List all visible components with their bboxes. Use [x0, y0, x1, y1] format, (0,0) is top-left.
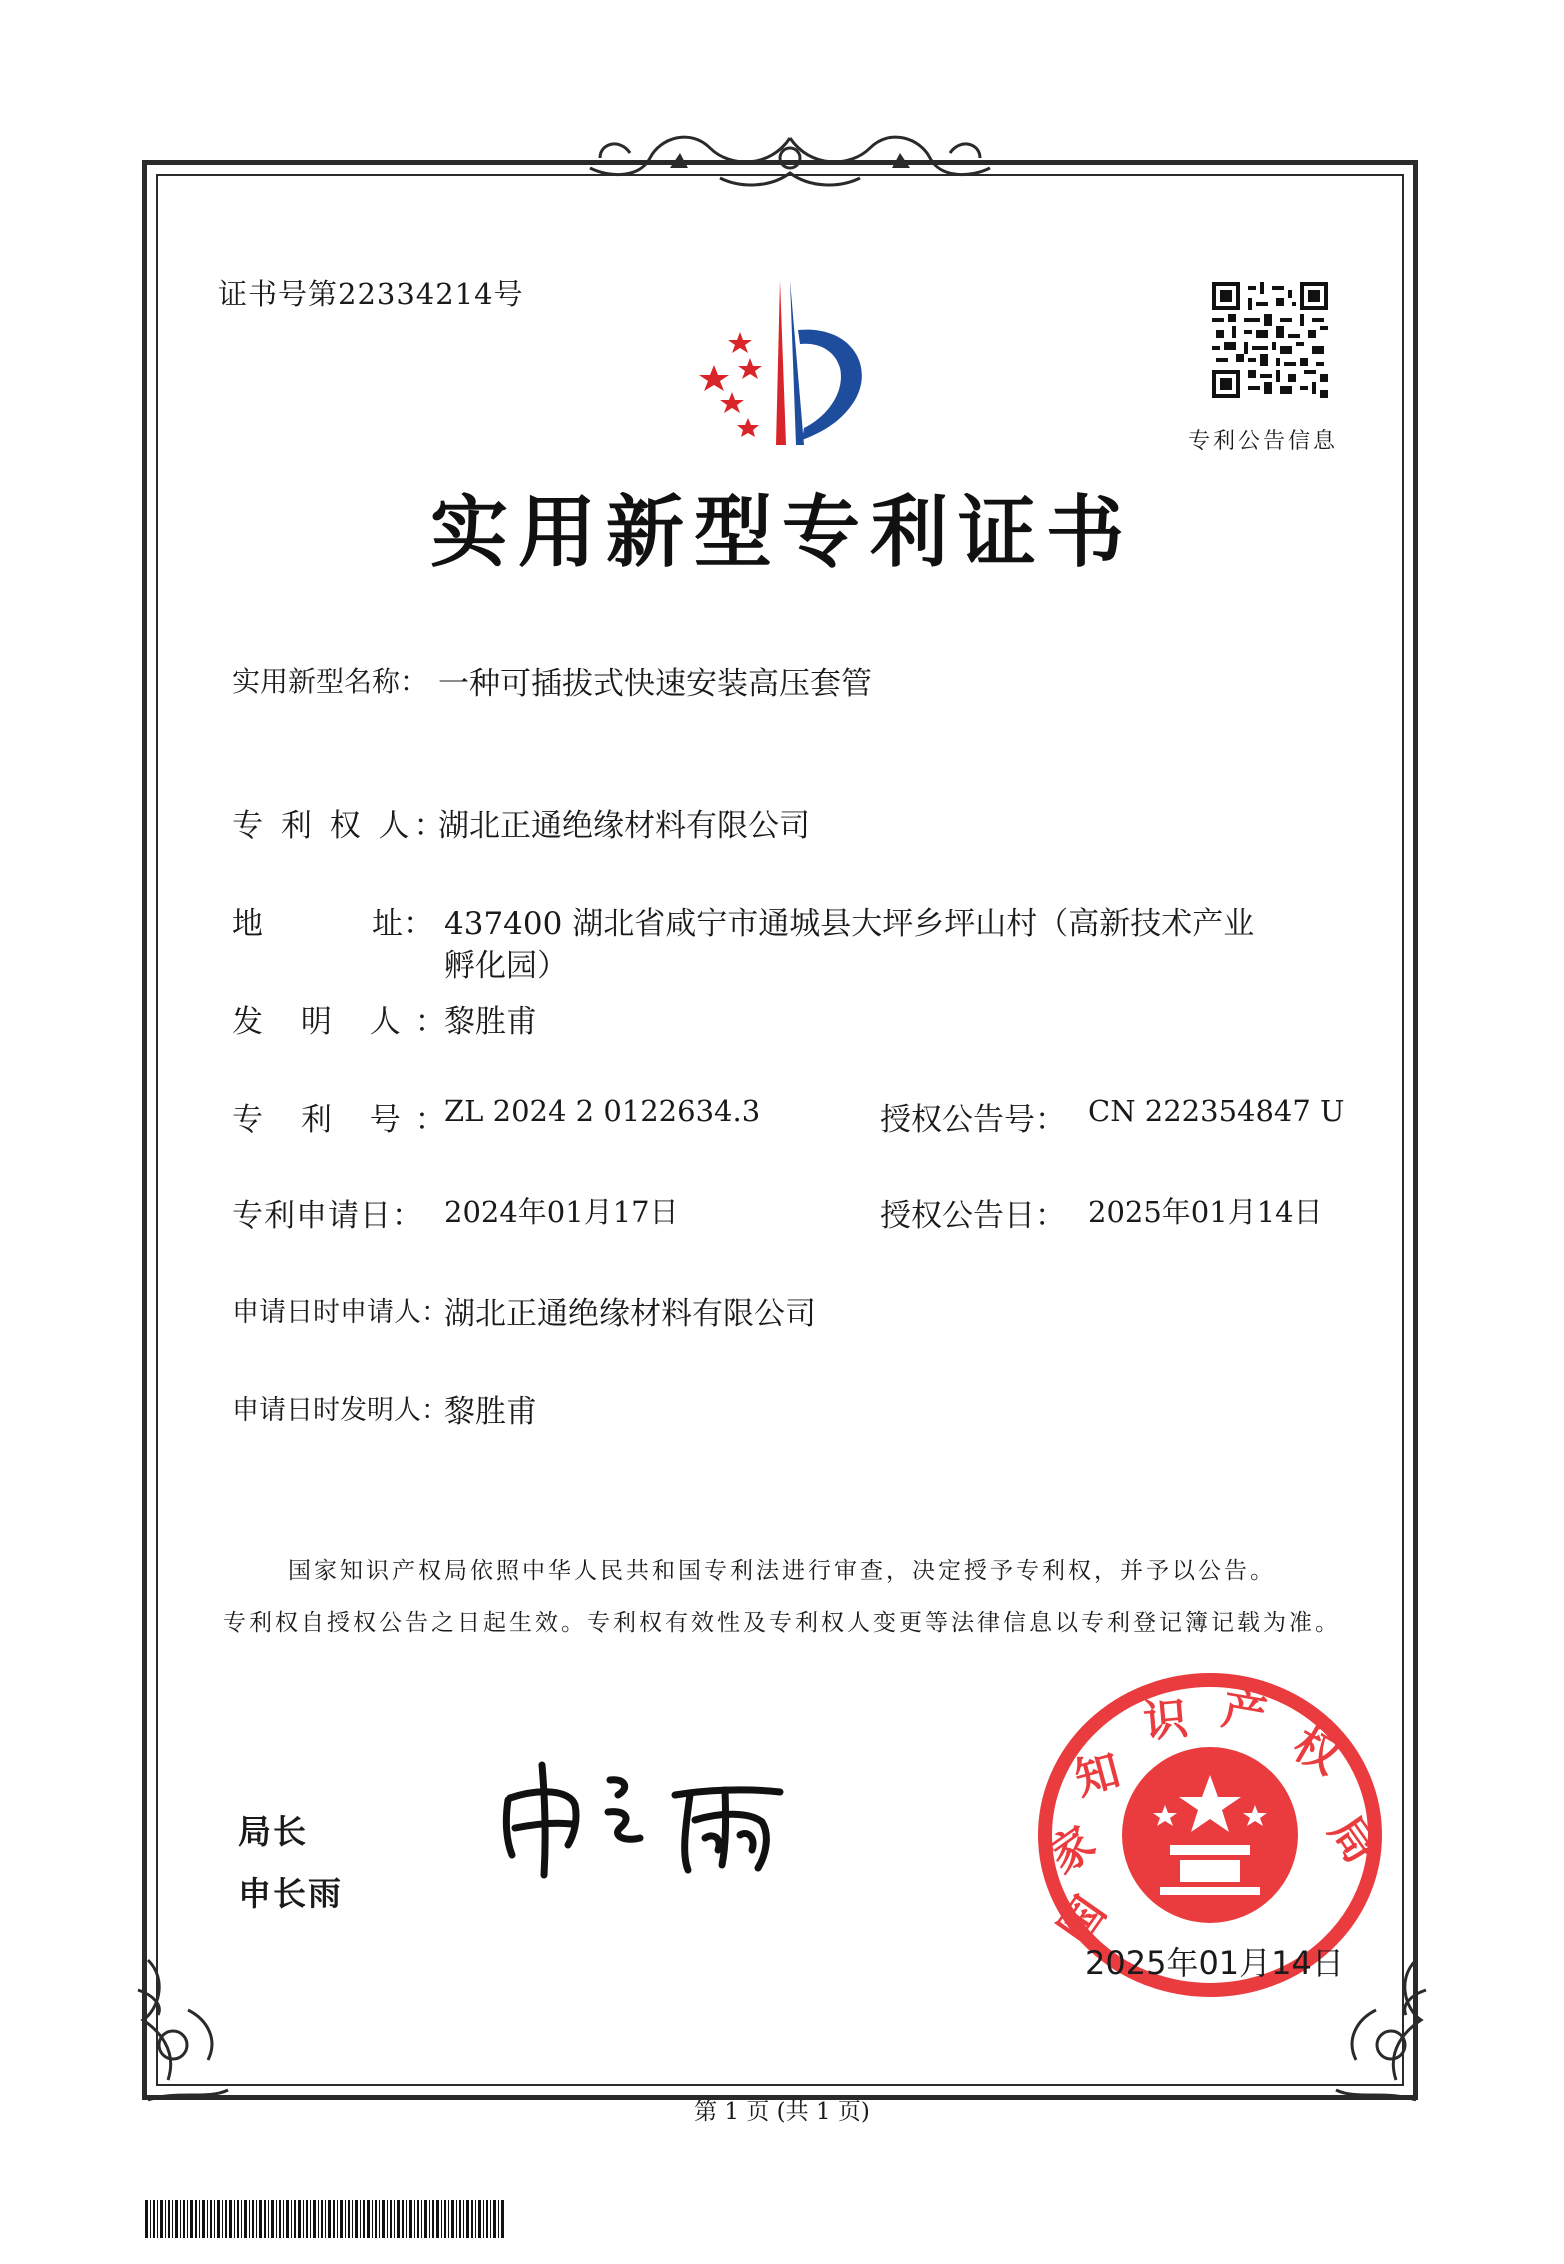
patentee-label: 专 利 权 人： — [232, 808, 449, 844]
grant-publication-number-value: CN 222354847 U — [1088, 1094, 1345, 1128]
director-signature-icon — [490, 1750, 830, 1880]
filing-date-value: 2024年01月17日 — [444, 1195, 679, 1229]
svg-text:产: 产 — [1218, 1683, 1271, 1742]
patent-number-value: ZL 2024 2 0122634.3 — [444, 1094, 761, 1128]
director-name: 申长雨 — [238, 1874, 343, 1913]
address-value-line1: 437400 湖北省咸宁市通城县大坪乡坪山村（高新技术产业 — [444, 906, 1255, 942]
certificate-number: 证书号第22334214号 — [218, 277, 524, 311]
svg-text:国: 国 — [1049, 1888, 1117, 1954]
notice-line-2: 专利权自授权公告之日起生效。专利权有效性及专利权人变更等法律信息以专利登记簿记载为准。 — [223, 1610, 1341, 1636]
inventor-value: 黎胜甫 — [444, 1004, 537, 1040]
page-title: 实用新型专利证书 — [429, 488, 1134, 578]
cnipa-logo-icon — [680, 270, 920, 450]
filing-date-label: 专利申请日： — [232, 1198, 424, 1234]
address-label-char: 地 — [232, 906, 263, 942]
qr-caption: 专利公告信息 — [1188, 429, 1339, 454]
address-label: 址： — [372, 906, 434, 942]
qr-code-icon[interactable] — [1212, 282, 1328, 398]
page-number: 第 1 页 (共 1 页) — [694, 2099, 870, 2125]
applicant-at-filing-value: 湖北正通绝缘材料有限公司 — [444, 1296, 816, 1332]
svg-text:局: 局 — [1318, 1807, 1387, 1873]
inventor-at-filing-label: 申请日时发明人： — [232, 1395, 448, 1426]
notice-line-1: 国家知识产权局依照中华人民共和国专利法进行审查，决定授予专利权，并予以公告。 — [288, 1558, 1276, 1584]
grant-publication-date-label: 授权公告日： — [880, 1198, 1066, 1234]
bottom-left-ornament-icon — [128, 1950, 248, 2110]
applicant-at-filing-label: 申请日时申请人： — [232, 1297, 448, 1328]
grant-publication-date-value: 2025年01月14日 — [1088, 1195, 1323, 1229]
svg-text:识: 识 — [1141, 1693, 1190, 1748]
utility-model-name-value: 一种可插拔式快速安装高压套管 — [438, 666, 872, 702]
svg-text:权: 权 — [1284, 1718, 1349, 1785]
seal-date: 2025年01月14日 — [1085, 1944, 1344, 1982]
svg-text:知: 知 — [1069, 1744, 1126, 1806]
top-ornament-icon — [570, 128, 1010, 198]
grant-publication-number-label: 授权公告号： — [880, 1102, 1066, 1138]
inventor-at-filing-value: 黎胜甫 — [444, 1394, 537, 1430]
svg-text:家: 家 — [1039, 1816, 1105, 1885]
patentee-value: 湖北正通绝缘材料有限公司 — [438, 808, 810, 844]
director-title: 局长 — [238, 1812, 308, 1851]
utility-model-name-label: 实用新型名称： — [232, 665, 429, 698]
address-value-line2: 孵化园） — [444, 948, 568, 984]
barcode-icon — [145, 2200, 505, 2238]
patent-number-label: 专 利 号： — [232, 1102, 460, 1138]
inventor-label: 发 明 人： — [232, 1004, 460, 1040]
